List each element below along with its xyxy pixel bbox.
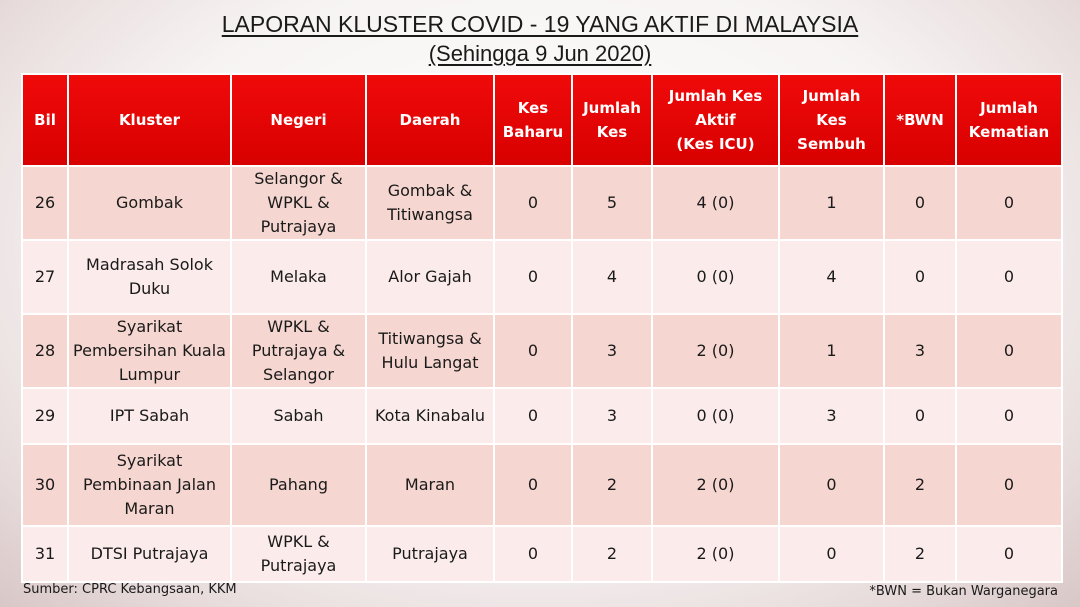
cell-jumlah-kes: 4 [572, 240, 652, 314]
cell-daerah: Putrajaya [366, 526, 494, 582]
cell-kluster: Syarikat Pembersihan Kuala Lumpur [68, 314, 231, 388]
cell-jumlah-kes-aktif: 0 (0) [652, 388, 779, 444]
cell-jumlah-kematian: 0 [956, 444, 1062, 526]
cell-negeri: Pahang [231, 444, 366, 526]
table-row [22, 240, 1062, 314]
cell-daerah: Maran [366, 444, 494, 526]
bwn-footnote: *BWN = Bukan Warganegara [869, 584, 1058, 599]
cell-jumlah-kes: 2 [572, 444, 652, 526]
cell-daerah: Alor Gajah [366, 240, 494, 314]
header-bwn: *BWN [884, 74, 956, 166]
report-date: (Sehingga 9 Jun 2020) [428, 41, 652, 66]
cell-bwn: 2 [884, 444, 956, 526]
header-jumlah-kes: Jumlah Kes [572, 74, 652, 166]
cell-jumlah-kes-aktif: 4 (0) [652, 166, 779, 240]
header-jumlah-kes-sembuh: Jumlah Kes Sembuh [779, 74, 884, 166]
cell-bil: 26 [22, 166, 68, 240]
table-row [22, 314, 1062, 388]
cell-kes-baharu: 0 [494, 314, 572, 388]
source-note: Sumber: CPRC Kebangsaan, KKM [23, 582, 237, 597]
cell-daerah: Gombak & Titiwangsa [366, 166, 494, 240]
cell-bwn: 0 [884, 388, 956, 444]
cell-bil: 30 [22, 444, 68, 526]
cell-jumlah-kes: 3 [572, 314, 652, 388]
header-negeri: Negeri [231, 74, 366, 166]
header-kluster: Kluster [68, 74, 231, 166]
cell-jumlah-kes-sembuh: 0 [779, 444, 884, 526]
cell-kes-baharu: 0 [494, 240, 572, 314]
cell-jumlah-kes-sembuh: 4 [779, 240, 884, 314]
cluster-table [21, 73, 1063, 583]
cell-kes-baharu: 0 [494, 526, 572, 582]
cell-kluster: IPT Sabah [68, 388, 231, 444]
cell-negeri: Sabah [231, 388, 366, 444]
cell-kluster: DTSI Putrajaya [68, 526, 231, 582]
cell-kes-baharu: 0 [494, 388, 572, 444]
cell-kes-baharu: 0 [494, 444, 572, 526]
cell-kes-baharu: 0 [494, 166, 572, 240]
cell-bil: 28 [22, 314, 68, 388]
cell-jumlah-kes-sembuh: 1 [779, 314, 884, 388]
header-bil: Bil [22, 74, 68, 166]
table-row [22, 166, 1062, 240]
header-jumlah-kes-aktif: Jumlah Kes Aktif (Kes ICU) [652, 74, 779, 166]
cell-bwn: 0 [884, 240, 956, 314]
cell-jumlah-kes-aktif: 2 (0) [652, 526, 779, 582]
cell-jumlah-kes-aktif: 0 (0) [652, 240, 779, 314]
header-jumlah-kematian: Jumlah Kematian [956, 74, 1062, 166]
cell-jumlah-kes-sembuh: 0 [779, 526, 884, 582]
cell-daerah: Kota Kinabalu [366, 388, 494, 444]
header-kes-baharu: Kes Baharu [494, 74, 572, 166]
cell-daerah: Titiwangsa & Hulu Langat [366, 314, 494, 388]
cell-jumlah-kes: 2 [572, 526, 652, 582]
report-title-block [0, 10, 1080, 68]
cell-jumlah-kes: 5 [572, 166, 652, 240]
cell-jumlah-kes: 3 [572, 388, 652, 444]
cell-bil: 31 [22, 526, 68, 582]
cell-bwn: 0 [884, 166, 956, 240]
cell-jumlah-kes-sembuh: 3 [779, 388, 884, 444]
cell-jumlah-kes-aktif: 2 (0) [652, 444, 779, 526]
table-row [22, 526, 1062, 582]
cell-bil: 29 [22, 388, 68, 444]
cell-jumlah-kematian: 0 [956, 166, 1062, 240]
cell-jumlah-kematian: 0 [956, 314, 1062, 388]
cell-negeri: Selangor & WPKL & Putrajaya [231, 166, 366, 240]
header-daerah: Daerah [366, 74, 494, 166]
cell-jumlah-kematian: 0 [956, 240, 1062, 314]
cell-jumlah-kematian: 0 [956, 388, 1062, 444]
cell-negeri: WPKL & Putrajaya [231, 526, 366, 582]
table-row [22, 388, 1062, 444]
cell-kluster: Syarikat Pembinaan Jalan Maran [68, 444, 231, 526]
cell-negeri: Melaka [231, 240, 366, 314]
cell-bwn: 3 [884, 314, 956, 388]
cell-jumlah-kes-sembuh: 1 [779, 166, 884, 240]
cell-bil: 27 [22, 240, 68, 314]
table-row [22, 444, 1062, 526]
cell-kluster: Madrasah Solok Duku [68, 240, 231, 314]
cell-jumlah-kes-aktif: 2 (0) [652, 314, 779, 388]
cell-kluster: Gombak [68, 166, 231, 240]
cell-negeri: WPKL & Putrajaya & Selangor [231, 314, 366, 388]
report-title: LAPORAN KLUSTER COVID - 19 YANG AKTIF DI MALAYSIA [221, 11, 859, 37]
table-header-row [22, 74, 1062, 166]
cell-bwn: 2 [884, 526, 956, 582]
cell-jumlah-kematian: 0 [956, 526, 1062, 582]
